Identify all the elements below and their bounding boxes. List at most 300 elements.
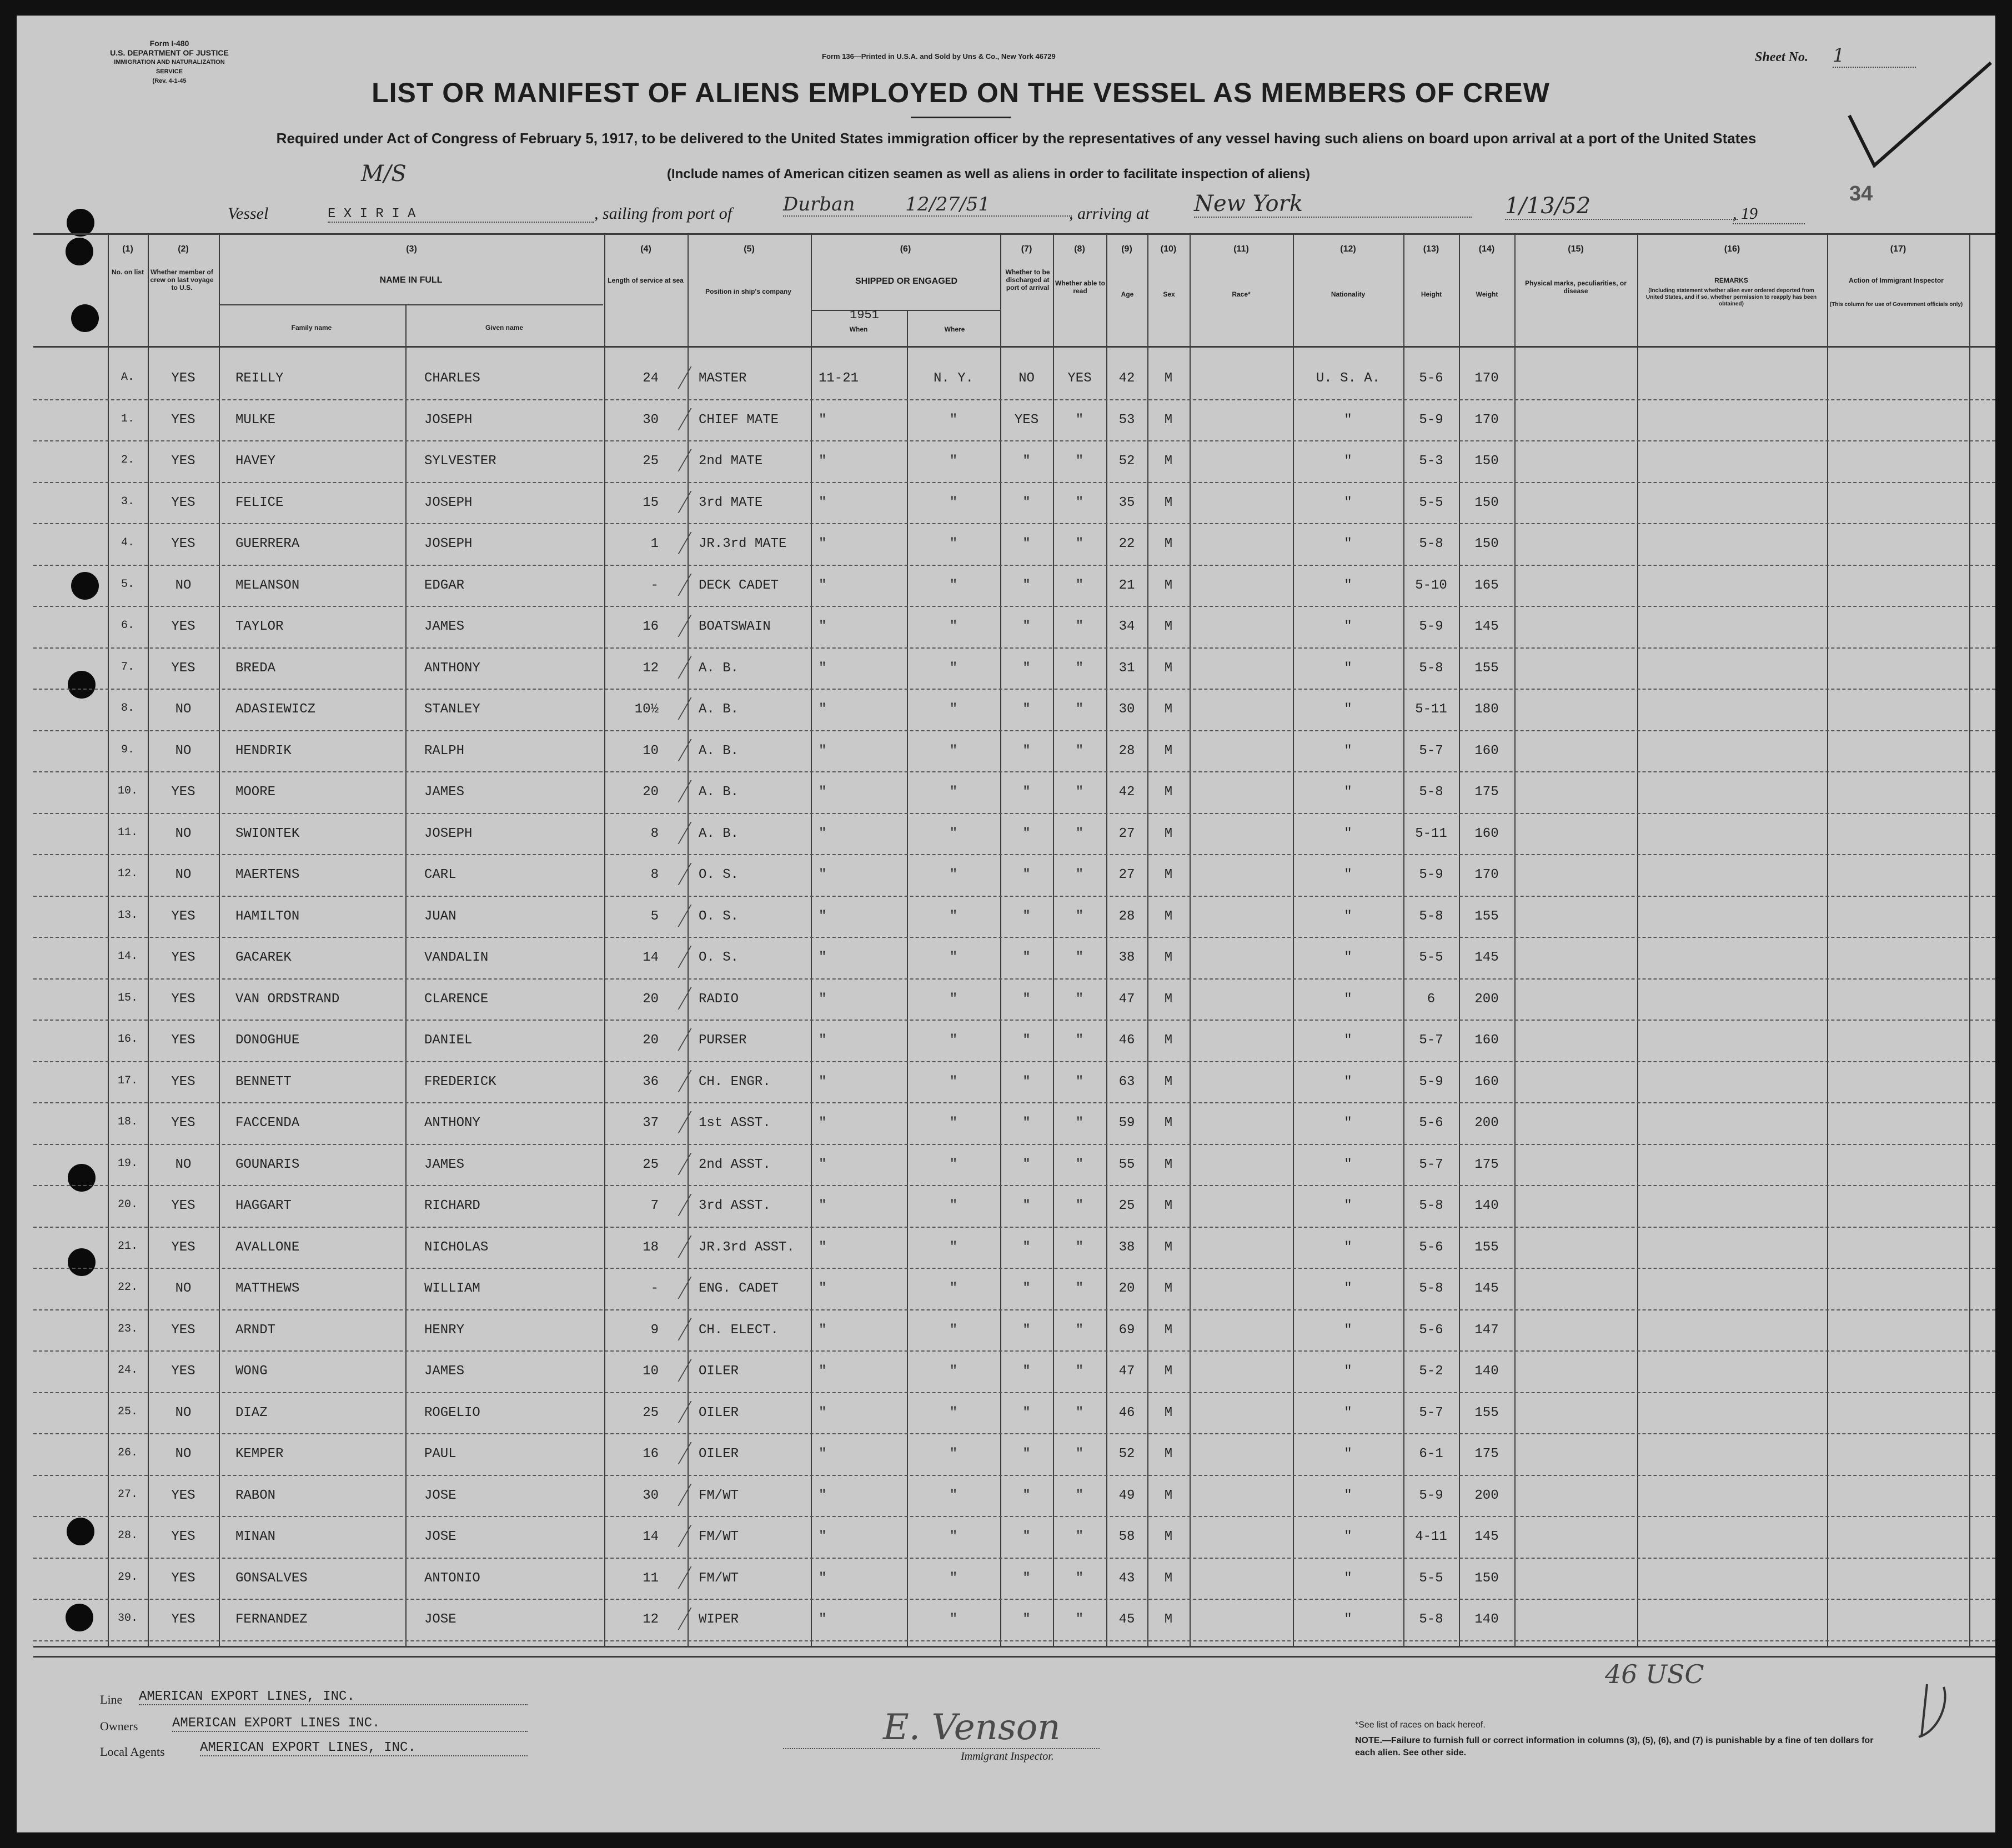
punch-hole bbox=[66, 238, 93, 265]
cell-read: " bbox=[1075, 1281, 1084, 1296]
cell-where: " bbox=[949, 826, 958, 841]
cell-given: JAMES bbox=[424, 785, 465, 800]
sheet-label: Sheet No. bbox=[1755, 50, 1808, 64]
cell-nat: " bbox=[1344, 1529, 1352, 1544]
cell-read: " bbox=[1075, 1157, 1084, 1172]
cell-no: 4. bbox=[121, 536, 134, 549]
cell-when: " bbox=[819, 867, 827, 882]
cell-disch: YES bbox=[1014, 412, 1039, 428]
manifest-sheet bbox=[17, 16, 1995, 1832]
cell-where: " bbox=[949, 785, 958, 800]
cell-weight: 150 bbox=[1474, 495, 1499, 510]
cell-sex: M bbox=[1164, 826, 1173, 841]
table-bottom-border bbox=[33, 1646, 1995, 1648]
cell-nat: " bbox=[1344, 1447, 1352, 1462]
cell-age: 52 bbox=[1118, 1447, 1135, 1462]
cell-height: 5-6 bbox=[1419, 1239, 1443, 1255]
cell-last: YES bbox=[171, 454, 195, 469]
cell-position: PURSER bbox=[699, 1033, 747, 1048]
cell-age: 53 bbox=[1118, 412, 1135, 428]
cell-last: YES bbox=[171, 908, 195, 924]
cell-family: MAERTENS bbox=[235, 867, 300, 882]
cell-weight: 155 bbox=[1474, 660, 1499, 676]
cell-family: MOORE bbox=[235, 785, 276, 800]
cell-height: 5-9 bbox=[1419, 1488, 1443, 1503]
cell-sex: M bbox=[1164, 1157, 1173, 1172]
cell-service: 10 bbox=[643, 743, 659, 759]
cell-disch: " bbox=[1022, 1364, 1031, 1379]
cell-weight: 175 bbox=[1474, 1157, 1499, 1172]
punch-hole bbox=[67, 209, 94, 237]
cell-no: 1. bbox=[121, 412, 134, 425]
cell-no: 26. bbox=[117, 1447, 138, 1459]
cell-weight: 170 bbox=[1474, 867, 1499, 882]
cell-read: " bbox=[1075, 495, 1084, 510]
cell-disch: " bbox=[1022, 785, 1031, 800]
cell-given: JAMES bbox=[424, 1157, 465, 1172]
cell-position: O. S. bbox=[699, 908, 739, 924]
row-separator bbox=[33, 813, 1995, 814]
cell-given: VANDALIN bbox=[424, 950, 489, 965]
cell-no: 8. bbox=[121, 702, 134, 715]
cell-read: " bbox=[1075, 1488, 1084, 1503]
cell-last: YES bbox=[171, 1239, 195, 1255]
cell-weight: 200 bbox=[1474, 991, 1499, 1007]
cell-service: 18 bbox=[643, 1239, 659, 1255]
cell-family: FACCENDA bbox=[235, 1116, 300, 1131]
cell-age: 31 bbox=[1118, 660, 1135, 676]
cell-age: 27 bbox=[1118, 826, 1135, 841]
cell-where: " bbox=[949, 1405, 958, 1420]
cell-when: " bbox=[819, 1447, 827, 1462]
row-separator bbox=[33, 1392, 1995, 1393]
cell-sex: M bbox=[1164, 1281, 1173, 1296]
row-separator bbox=[33, 1020, 1995, 1021]
cell-nat: " bbox=[1344, 412, 1352, 428]
cell-height: 5-5 bbox=[1419, 950, 1443, 965]
cell-position: 1st ASST. bbox=[699, 1116, 771, 1131]
cell-nat: " bbox=[1344, 1364, 1352, 1379]
cell-when: " bbox=[819, 1074, 827, 1089]
subtitle: Required under Act of Congress of February 5, 1917, to be delivered to the United States immigration officer by the representatives of any vessel having such aliens on board upon arrival at a port of the United States bbox=[276, 130, 1757, 147]
row-separator bbox=[33, 937, 1995, 938]
row-separator bbox=[33, 1061, 1995, 1062]
cell-disch: " bbox=[1022, 950, 1031, 965]
cell-last: YES bbox=[171, 1529, 195, 1544]
cell-age: 42 bbox=[1118, 371, 1135, 386]
cell-position: 3rd ASST. bbox=[699, 1198, 771, 1213]
cell-read: YES bbox=[1067, 371, 1092, 386]
cell-given: JOSEPH bbox=[424, 826, 473, 841]
cell-weight: 150 bbox=[1474, 536, 1499, 551]
cell-weight: 147 bbox=[1474, 1322, 1499, 1338]
cell-position: O. S. bbox=[699, 950, 739, 965]
row-separator bbox=[33, 1599, 1995, 1600]
cell-nat: " bbox=[1344, 1239, 1352, 1255]
row-separator bbox=[33, 647, 1995, 649]
cell-age: 52 bbox=[1118, 454, 1135, 469]
cell-where: " bbox=[949, 1612, 958, 1627]
sailing-label: , sailing from port of bbox=[594, 204, 732, 223]
cell-age: 58 bbox=[1118, 1529, 1135, 1544]
cell-height: 6 bbox=[1427, 991, 1436, 1007]
cell-given: WILLIAM bbox=[424, 1281, 480, 1296]
cell-family: DONOGHUE bbox=[235, 1033, 300, 1048]
cell-no: A. bbox=[121, 371, 134, 384]
cell-position: 2nd ASST. bbox=[699, 1157, 771, 1172]
row-separator bbox=[33, 1558, 1995, 1559]
fine-note: NOTE.—Failure to furnish full or correct information in columns (3), (5), (6), and (7) is punishable by a fine of ten dollars for each alien. See other side. bbox=[1355, 1736, 1874, 1757]
row-separator bbox=[33, 730, 1995, 731]
cell-when: " bbox=[819, 950, 827, 965]
cell-disch: " bbox=[1022, 1570, 1031, 1586]
cell-height: 5-9 bbox=[1419, 867, 1443, 882]
owners-label: Owners bbox=[100, 1719, 138, 1733]
handwritten-initial-icon bbox=[1910, 1681, 1955, 1742]
cell-last: YES bbox=[171, 1364, 195, 1379]
cell-nat: " bbox=[1344, 660, 1352, 676]
cell-disch: " bbox=[1022, 1116, 1031, 1131]
line-value: AMERICAN EXPORT LINES, INC. bbox=[139, 1689, 528, 1705]
cell-when: " bbox=[819, 1529, 827, 1544]
cell-height: 5-6 bbox=[1419, 371, 1443, 386]
cell-no: 14. bbox=[117, 950, 138, 963]
row-separator bbox=[33, 1640, 1995, 1641]
cell-where: " bbox=[949, 950, 958, 965]
cell-last: NO bbox=[175, 1157, 192, 1172]
cell-given: STANLEY bbox=[424, 702, 480, 717]
cell-where: " bbox=[949, 1239, 958, 1255]
cell-nat: " bbox=[1344, 1198, 1352, 1213]
page-number: 34 bbox=[1849, 182, 1873, 205]
cell-position: A. B. bbox=[699, 743, 739, 759]
inspector-label: Immigrant Inspector. bbox=[961, 1750, 1054, 1762]
cell-weight: 155 bbox=[1474, 1405, 1499, 1420]
column-number: (4) bbox=[640, 244, 651, 254]
cell-weight: 200 bbox=[1474, 1116, 1499, 1131]
cell-when: " bbox=[819, 826, 827, 841]
cell-disch: " bbox=[1022, 908, 1031, 924]
col-14-header: Weight bbox=[1476, 290, 1498, 298]
cell-age: 42 bbox=[1118, 785, 1135, 800]
punch-hole bbox=[71, 572, 99, 600]
col-2-header: Whether member of crew on last voyage to U.S. bbox=[150, 268, 214, 292]
cell-last: NO bbox=[175, 1447, 192, 1462]
cell-disch: " bbox=[1022, 619, 1031, 634]
cell-height: 5-7 bbox=[1419, 743, 1443, 759]
cell-sex: M bbox=[1164, 619, 1173, 634]
cell-nat: " bbox=[1344, 495, 1352, 510]
cell-last: NO bbox=[175, 826, 192, 841]
cell-where: " bbox=[949, 908, 958, 924]
cell-last: YES bbox=[171, 1198, 195, 1213]
cell-when: " bbox=[819, 1322, 827, 1338]
cell-sex: M bbox=[1164, 908, 1173, 924]
cell-given: PAUL bbox=[424, 1447, 456, 1462]
cell-given: HENRY bbox=[424, 1322, 465, 1338]
cell-sex: M bbox=[1164, 785, 1173, 800]
cell-height: 5-7 bbox=[1419, 1157, 1443, 1172]
col-4-header: Length of service at sea bbox=[608, 277, 684, 284]
row-separator bbox=[33, 1516, 1995, 1517]
cell-sex: M bbox=[1164, 1570, 1173, 1586]
cell-nat: " bbox=[1344, 1281, 1352, 1296]
cell-when: " bbox=[819, 702, 827, 717]
local-agents-value: AMERICAN EXPORT LINES, INC. bbox=[200, 1740, 528, 1756]
cell-service: 36 bbox=[643, 1074, 659, 1089]
cell-family: KEMPER bbox=[235, 1447, 284, 1462]
col-1-header: No. on list bbox=[112, 268, 144, 276]
cell-weight: 175 bbox=[1474, 785, 1499, 800]
cell-service: 11 bbox=[643, 1570, 659, 1586]
title-underline bbox=[911, 117, 1011, 118]
column-number: (15) bbox=[1568, 244, 1584, 254]
cell-nat: " bbox=[1344, 991, 1352, 1007]
cell-last: YES bbox=[171, 950, 195, 965]
cell-weight: 170 bbox=[1474, 371, 1499, 386]
cell-sex: M bbox=[1164, 1074, 1173, 1089]
cell-age: 46 bbox=[1118, 1405, 1135, 1420]
cell-where: " bbox=[949, 1281, 958, 1296]
header-bottom-border bbox=[33, 346, 1995, 348]
cell-height: 5-9 bbox=[1419, 1074, 1443, 1089]
cell-no: 22. bbox=[117, 1281, 138, 1294]
cell-sex: M bbox=[1164, 991, 1173, 1007]
cell-last: YES bbox=[171, 495, 195, 510]
col-16-header: REMARKS bbox=[1714, 277, 1748, 284]
cell-age: 30 bbox=[1118, 702, 1135, 717]
column-number: (3) bbox=[406, 244, 417, 254]
cell-height: 5-7 bbox=[1419, 1405, 1443, 1420]
cell-age: 43 bbox=[1118, 1570, 1135, 1586]
cell-last: NO bbox=[175, 578, 192, 593]
col-6a-header: When bbox=[849, 325, 868, 333]
cell-no: 21. bbox=[117, 1239, 138, 1253]
cell-weight: 155 bbox=[1474, 908, 1499, 924]
cell-family: HAVEY bbox=[235, 454, 276, 469]
cell-disch: " bbox=[1022, 454, 1031, 469]
cell-no: 18. bbox=[117, 1116, 138, 1128]
cell-read: " bbox=[1075, 702, 1084, 717]
cell-given: JOSEPH bbox=[424, 536, 473, 551]
cell-height: 5-11 bbox=[1415, 826, 1447, 841]
cell-no: 3. bbox=[121, 495, 134, 508]
cell-no: 23. bbox=[117, 1322, 138, 1335]
cell-last: YES bbox=[171, 991, 195, 1007]
cell-when: " bbox=[819, 1405, 827, 1420]
cell-nat: " bbox=[1344, 1074, 1352, 1089]
cell-given: RALPH bbox=[424, 743, 465, 759]
cell-when: " bbox=[819, 1281, 827, 1296]
cell-nat: " bbox=[1344, 1116, 1352, 1131]
cell-last: YES bbox=[171, 536, 195, 551]
cell-sex: M bbox=[1164, 743, 1173, 759]
cell-height: 5-2 bbox=[1419, 1364, 1443, 1379]
vessel-name: E X I R I A bbox=[328, 207, 594, 223]
row-separator bbox=[33, 689, 1995, 690]
cell-disch: NO bbox=[1018, 371, 1035, 386]
cell-last: YES bbox=[171, 1570, 195, 1586]
row-separator bbox=[33, 854, 1995, 855]
cell-nat: " bbox=[1344, 1405, 1352, 1420]
row-separator bbox=[33, 1309, 1995, 1310]
cell-last: YES bbox=[171, 1612, 195, 1627]
cell-weight: 145 bbox=[1474, 619, 1499, 634]
cell-position: JR.3rd MATE bbox=[699, 536, 787, 551]
cell-where: " bbox=[949, 1116, 958, 1131]
cell-when: " bbox=[819, 660, 827, 676]
cell-when: " bbox=[819, 578, 827, 593]
cell-last: YES bbox=[171, 371, 195, 386]
cell-when: " bbox=[819, 785, 827, 800]
cell-height: 5-9 bbox=[1419, 619, 1443, 634]
cell-when: " bbox=[819, 454, 827, 469]
row-separator bbox=[33, 771, 1995, 772]
cell-position: FM/WT bbox=[699, 1529, 739, 1544]
cell-service: 7 bbox=[650, 1198, 659, 1213]
cell-height: 5-6 bbox=[1419, 1116, 1443, 1131]
col-12-header: Nationality bbox=[1331, 290, 1366, 298]
cell-sex: M bbox=[1164, 495, 1173, 510]
column-number: (5) bbox=[744, 244, 755, 254]
cell-weight: 140 bbox=[1474, 1198, 1499, 1213]
cell-disch: " bbox=[1022, 867, 1031, 882]
cell-where: " bbox=[949, 1074, 958, 1089]
column-number: (6) bbox=[900, 244, 911, 254]
cell-family: HAMILTON bbox=[235, 908, 300, 924]
cell-nat: " bbox=[1344, 1570, 1352, 1586]
cell-age: 63 bbox=[1118, 1074, 1135, 1089]
cell-no: 25. bbox=[117, 1405, 138, 1418]
cell-no: 19. bbox=[117, 1157, 138, 1170]
page-title: LIST OR MANIFEST OF ALIENS EMPLOYED ON THE VESSEL AS MEMBERS OF CREW bbox=[372, 77, 1550, 108]
cell-service: 20 bbox=[643, 785, 659, 800]
column-number: (1) bbox=[122, 244, 133, 254]
cell-read: " bbox=[1075, 867, 1084, 882]
cell-disch: " bbox=[1022, 702, 1031, 717]
col-7-header: Whether to be discharged at port of arrival bbox=[1005, 268, 1050, 292]
sailing-port bbox=[783, 193, 1072, 217]
cell-read: " bbox=[1075, 743, 1084, 759]
cell-where: " bbox=[949, 1033, 958, 1048]
cell-position: 2nd MATE bbox=[699, 454, 763, 469]
cell-nat: " bbox=[1344, 619, 1352, 634]
cell-family: FELICE bbox=[235, 495, 284, 510]
handwritten-usc: 46 USC bbox=[1605, 1659, 1704, 1689]
year-label: , 19 bbox=[1733, 204, 1805, 224]
cell-position: A. B. bbox=[699, 826, 739, 841]
cell-sex: M bbox=[1164, 1239, 1173, 1255]
cell-no: 17. bbox=[117, 1074, 138, 1087]
cell-sex: M bbox=[1164, 1322, 1173, 1338]
inspector-signature: E. Venson bbox=[883, 1707, 1061, 1748]
cell-read: " bbox=[1075, 1033, 1084, 1048]
local-agents-label: Local Agents bbox=[100, 1745, 165, 1759]
cell-age: 59 bbox=[1118, 1116, 1135, 1131]
cell-given: JOSE bbox=[424, 1529, 456, 1544]
cell-read: " bbox=[1075, 908, 1084, 924]
punch-hole bbox=[67, 1518, 94, 1545]
cell-sex: M bbox=[1164, 1529, 1173, 1544]
cell-family: ARNDT bbox=[235, 1322, 276, 1338]
cell-family: WONG bbox=[235, 1364, 268, 1379]
cell-given: RICHARD bbox=[424, 1198, 480, 1213]
cell-no: 28. bbox=[117, 1529, 138, 1542]
cell-service: 14 bbox=[643, 950, 659, 965]
cell-last: YES bbox=[171, 1116, 195, 1131]
col-3-divider bbox=[220, 304, 603, 305]
cell-service: 30 bbox=[643, 412, 659, 428]
cell-read: " bbox=[1075, 454, 1084, 469]
cell-service: 8 bbox=[650, 826, 659, 841]
cell-sex: M bbox=[1164, 578, 1173, 593]
cell-position: A. B. bbox=[699, 702, 739, 717]
cell-service: 8 bbox=[650, 867, 659, 882]
cell-height: 5-10 bbox=[1415, 578, 1447, 593]
row-separator bbox=[33, 523, 1995, 524]
arrival-date: 1/13/52 bbox=[1505, 193, 1738, 220]
punch-hole bbox=[68, 671, 96, 699]
cell-family: MELANSON bbox=[235, 578, 300, 593]
cell-age: 25 bbox=[1118, 1198, 1135, 1213]
col-16-note: (Including statement whether alien ever ordered deported from United States, and if so, whether permission to reapply has been obtained) bbox=[1645, 288, 1817, 307]
col-6-year: 1951 bbox=[850, 308, 879, 322]
cell-nat: " bbox=[1344, 908, 1352, 924]
cell-read: " bbox=[1075, 1529, 1084, 1544]
races-note: *See list of races on back hereof. bbox=[1355, 1720, 1486, 1730]
cell-where: " bbox=[949, 867, 958, 882]
cell-service: 20 bbox=[643, 991, 659, 1007]
cell-service: 37 bbox=[643, 1116, 659, 1131]
row-separator bbox=[33, 896, 1995, 897]
cell-age: 55 bbox=[1118, 1157, 1135, 1172]
cell-service: 25 bbox=[643, 1157, 659, 1172]
cell-where: " bbox=[949, 1488, 958, 1503]
cell-position: WIPER bbox=[699, 1612, 739, 1627]
cell-service: 20 bbox=[643, 1033, 659, 1048]
cell-where: " bbox=[949, 412, 958, 428]
arriving-port: New York bbox=[1194, 191, 1472, 218]
col-9-header: Age bbox=[1121, 290, 1134, 298]
cell-last: YES bbox=[171, 1033, 195, 1048]
check-mark-icon bbox=[1844, 54, 1994, 177]
cell-given: FREDERICK bbox=[424, 1074, 496, 1089]
cell-given: NICHOLAS bbox=[424, 1239, 489, 1255]
cell-weight: 150 bbox=[1474, 454, 1499, 469]
cell-disch: " bbox=[1022, 1405, 1031, 1420]
cell-family: GUERRERA bbox=[235, 536, 300, 551]
cell-when: " bbox=[819, 991, 827, 1007]
cell-disch: " bbox=[1022, 991, 1031, 1007]
cell-position: A. B. bbox=[699, 785, 739, 800]
cell-last: YES bbox=[171, 1074, 195, 1089]
cell-read: " bbox=[1075, 1198, 1084, 1213]
cell-last: YES bbox=[171, 785, 195, 800]
cell-service: 10½ bbox=[634, 702, 659, 717]
cell-when: " bbox=[819, 1488, 827, 1503]
cell-age: 20 bbox=[1118, 1281, 1135, 1296]
cell-nat: " bbox=[1344, 1612, 1352, 1627]
cell-service: 12 bbox=[643, 1612, 659, 1627]
cell-age: 38 bbox=[1118, 1239, 1135, 1255]
cell-read: " bbox=[1075, 412, 1084, 428]
cell-no: 30. bbox=[117, 1612, 138, 1625]
cell-weight: 160 bbox=[1474, 826, 1499, 841]
cell-weight: 155 bbox=[1474, 1239, 1499, 1255]
cell-sex: M bbox=[1164, 702, 1173, 717]
cell-age: 34 bbox=[1118, 619, 1135, 634]
col-8-header: Whether able to read bbox=[1055, 279, 1106, 295]
